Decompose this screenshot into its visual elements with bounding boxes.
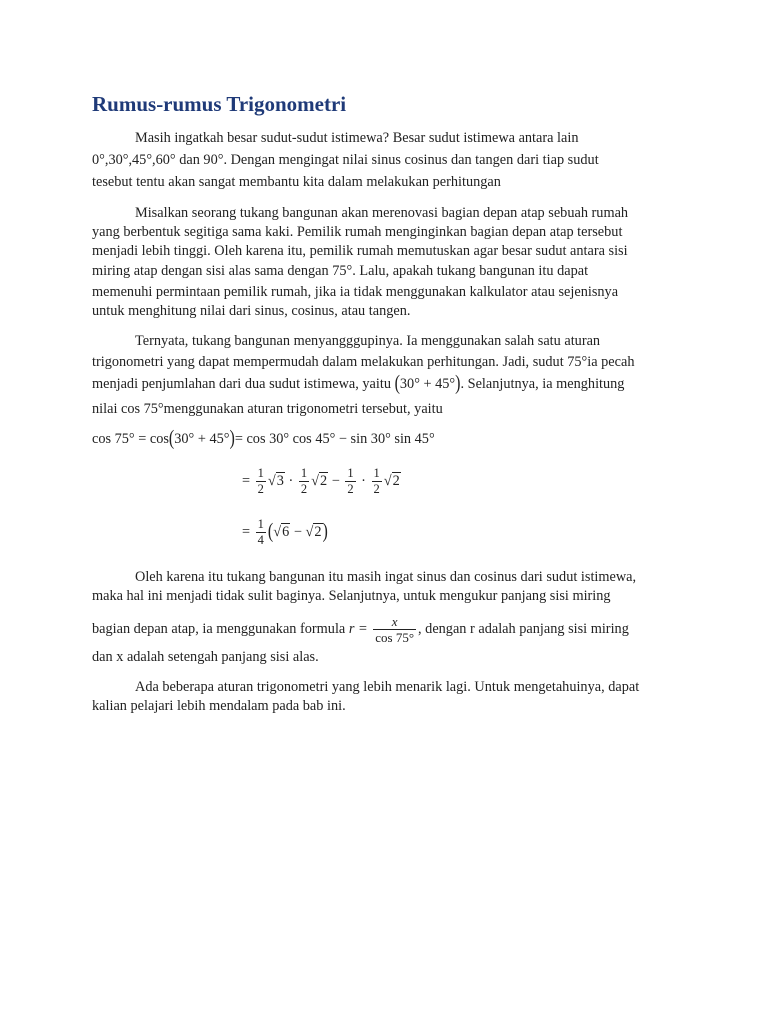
paragraph-2-line-4-a: miring atap dengan sisi alas sama dengan — [92, 263, 329, 279]
sqrt-2-c: √2 — [305, 523, 322, 540]
equation-row-2 — [242, 466, 401, 497]
fraction-half-2: $\frac{1}{2}$ — [300, 466, 308, 496]
paragraph-1-line-1: Masih ingatkah besar sudut-sudut istimewa? Besar sudut istimewa antara lain — [135, 130, 579, 146]
paragraph-2-line-3: menjadi lebih tinggi. Oleh karena itu, pemilik rumah memutuskan agar besar sudut antara sisi — [92, 243, 628, 259]
paragraph-3-line-3-a: menjadi penjumlahan dari dua sudut istimewa, yaitu — [92, 376, 391, 392]
fraction-half-4: $\frac{1}{2}$ — [373, 466, 380, 496]
sqrt-2-b: √2 — [383, 472, 400, 489]
paragraph-3-line-1: Ternyata, tukang bangunan menyangggupinya. Ia menggunakan salah satu aturan — [135, 333, 601, 349]
angle-75: 75° — [332, 263, 353, 279]
paragraph-4-line-1: Oleh karena itu tukang bangunan itu masih ingat sinus dan cosinus dari sudut istimewa, — [135, 569, 637, 585]
paragraph-2-line-4-b: . Lalu, apakah tukang bangunan itu dapat — [352, 263, 589, 279]
paragraph-3-line-3: menjadi penjumlahan dari dua sudut istimewa, yaitu (30° + 45°). Selanjutnya, ia menghitung — [92, 371, 625, 395]
paragraph-2-line-1: Misalkan seorang tukang bangunan akan merenovasi bagian depan atap sebuah rumah — [135, 205, 629, 221]
paragraph-4-line-3 — [92, 614, 629, 645]
sqrt-3: √3 — [267, 472, 284, 489]
paragraph-3-line-4 — [92, 400, 443, 418]
paragraph-4-line-3-b: , dengan r adalah panjang sisi miring — [418, 620, 629, 637]
paragraph-3-line-4-b: menggunakan aturan trigonometri tersebut, yaitu — [163, 401, 443, 417]
paragraph-2-line-4 — [92, 262, 588, 280]
paragraph-2-line-6: untuk menghitung nilai dari sinus, cosinus, atau tangen. — [92, 303, 411, 319]
paragraph-3-line-2 — [92, 353, 635, 371]
paragraph-3-line-2-b: ia pecah — [587, 354, 635, 370]
eq-sign-2: = — [242, 523, 251, 540]
formula-fraction: $\frac{x}{\cos 75^\circ}$ — [375, 614, 415, 645]
equation-rhs: = cos 30° cos 45° − sin 30° sin 45° — [234, 431, 435, 447]
paragraph-1-line-2-text: . Dengan mengingat nilai sinus cosinus dan tangen dari tiap sudut — [223, 152, 599, 168]
equation-lhs: cos 75° = cos — [92, 431, 169, 447]
paragraph-5-line-2: kalian pelajari lebih mendalam pada bab ini. — [92, 698, 346, 714]
fraction-quarter: $\frac{1}{4}$ — [257, 517, 264, 547]
angle-sum: 30° + 45° — [399, 376, 456, 392]
sqrt-2-a: √2 — [311, 472, 328, 489]
eq-sign: = — [242, 472, 251, 489]
sqrt-6: √6 — [273, 523, 290, 540]
minus-2: − — [293, 523, 302, 540]
paragraph-4-line-2: maka hal ini menjadi tidak sulit baginya. Selanjutnya, untuk mengukur panjang sisi miring — [92, 588, 611, 604]
fraction-half-3: $\frac{1}{2}$ — [347, 466, 354, 496]
minus-1: − — [331, 472, 340, 489]
angle-75-b: 75° — [567, 354, 588, 370]
paragraph-1-line-2 — [92, 151, 599, 169]
paragraph-3-line-3-b: . Selanjutnya, ia menghitung — [460, 376, 625, 392]
paragraph-2-line-2: yang berbentuk segitiga sama kaki. Pemilik rumah menginginkan bagian depan atap tersebut — [92, 224, 623, 240]
dot-1: · — [288, 472, 294, 489]
fraction-half-1: $\frac{1}{2}$ — [257, 466, 264, 496]
formula-r: r = — [348, 620, 368, 637]
special-angles: 0°,30°,45°,60° dan 90° — [92, 152, 224, 168]
paragraph-3-line-4-a: nilai — [92, 401, 118, 417]
equation-row-3: = $\frac{1}{4}$ (√6 − √2) — [242, 517, 328, 547]
paragraph-1-line-3: tesebut tentu akan sangat membantu kita dalam melakukan perhitungan — [92, 174, 501, 190]
equation-row-1: cos 75° = cos(30° + 45°)= cos 30° cos 45° − sin 30° sin 45° — [92, 426, 435, 450]
paragraph-4-line-4: dan x adalah setengah panjang sisi alas. — [92, 649, 319, 665]
equation-inner: 30° + 45° — [174, 431, 230, 447]
paragraph-3-line-2-a: trigonometri yang dapat mempermudah dalam melakukan perhitungan. Jadi, sudut — [92, 354, 564, 370]
paragraph-5-line-1: Ada beberapa aturan trigonometri yang lebih menarik lagi. Untuk mengetahuinya, dapat — [135, 679, 640, 695]
dot-2: · — [361, 472, 366, 489]
paragraph-4-line-3-a: bagian depan atap, ia menggunakan formula — [92, 620, 346, 637]
page-title: Rumus-rumus Trigonometri — [92, 92, 347, 116]
paragraph-2-line-5: memenuhi permintaan pemilik rumah, jika ia tidak menggunakan kalkulator atau sejenisnya — [92, 284, 619, 300]
cos-75: cos 75° — [121, 401, 164, 417]
